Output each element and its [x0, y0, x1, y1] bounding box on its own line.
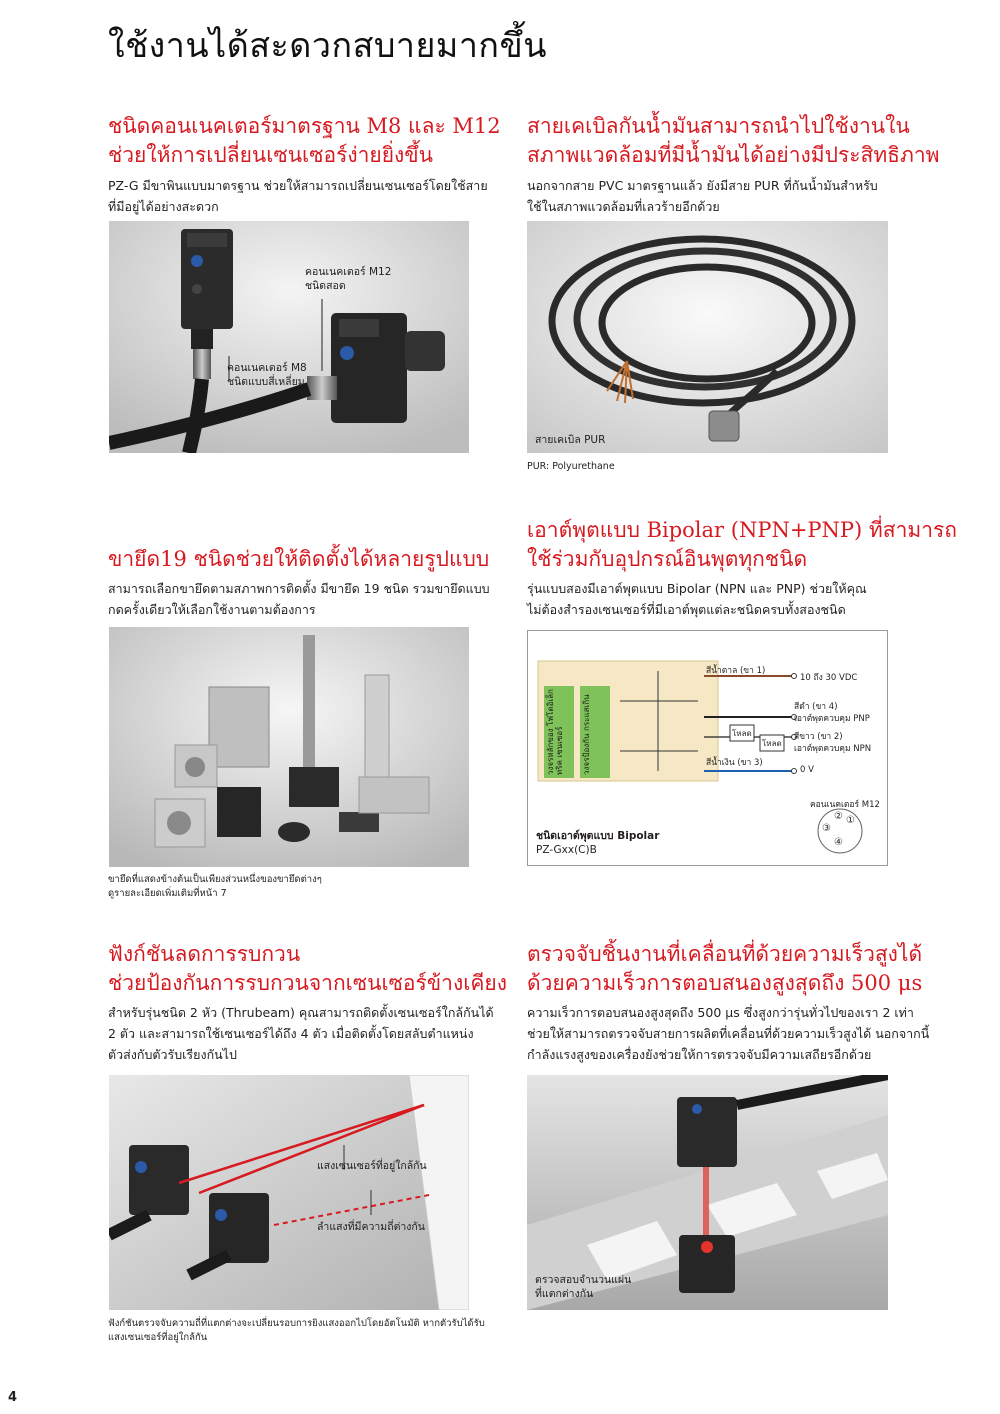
callout-m12: [305, 265, 391, 293]
section-2-title-line-2: สภาพแวดล้อมที่มีน้ำมันได้อย่างมีประสิทธิภาพ: [527, 143, 940, 167]
section-5-note: [108, 1317, 485, 1345]
high-speed-photo: [527, 1075, 888, 1310]
interference-photo-image: [109, 1075, 469, 1310]
section-2-body-line-2: ใช้ในสภาพแวดล้อมที่เลวร้ายอีกด้วย: [527, 199, 720, 214]
section-3-note-line-2: ดูรายละเอียดเพิ่มเติมที่หน้า 7: [108, 888, 227, 899]
callout-m12-line-2: ชนิดสอด: [305, 280, 346, 292]
callout-m8-line-1: คอนเนคเตอร์ M8: [227, 362, 307, 374]
section-5-title-line-2: ช่วยป้องกันการรบกวนจากเซนเซอร์ข้างเคียง: [108, 971, 507, 995]
wire-blue-label: สีน้ำเงิน (ขา 3): [706, 758, 763, 768]
section-6-title-line-2: ด้วยความเร็วการตอบสนองสูงสุดถึง 500 μs: [527, 971, 923, 995]
section-4-title-line-1: เอาต์พุตแบบ Bipolar (NPN+PNP) ที่สามารถ: [527, 518, 958, 542]
zero-volt-label: 0 V: [800, 765, 814, 775]
pin-3: ③: [822, 823, 831, 834]
section-1-title-line-1: ชนิดคอนเนคเตอร์มาตรฐาน M8 และ M12: [108, 114, 501, 138]
section-1-body: [108, 175, 488, 217]
callout-m8: [227, 361, 307, 389]
diagram-caption-title: ชนิดเอาต์พุตแบบ Bipolar: [536, 830, 660, 842]
section-3-body-line-2: กดครั้งเดียวให้เลือกใช้งานตามต้องการ: [108, 602, 316, 617]
section-2-title-line-1: สายเคเบิลกันน้ำมันสามารถนำไปใช้งานใน: [527, 114, 910, 138]
section-4-body-line-2: ไม่ต้องสำรองเซนเซอร์ที่มีเอาต์พุตแต่ละชนิดครบทั้งสองชนิด: [527, 602, 846, 617]
block-main-circuit: [546, 689, 572, 775]
interference-photo: [109, 1075, 469, 1310]
section-1-title-line-2: ช่วยให้การเปลี่ยนเซนเซอร์ง่ายยิ่งขึ้น: [108, 143, 433, 167]
section-5-title: [108, 940, 507, 998]
block-overcurrent-line-1: วงจรป้องกัน: [582, 733, 591, 775]
npn-output-label: เอาต์พุตควบคุม NPN: [794, 744, 872, 754]
pin-1: ①: [846, 815, 855, 826]
block-main-line-3: เซนเซอร์: [555, 726, 564, 758]
section-6-title: [527, 940, 922, 998]
section-6-title-line-1: ตรวจจับชิ้นงานที่เคลื่อนที่ด้วยความเร็วสูงได้: [527, 942, 923, 966]
section-1-body-line-1: PZ-G มีขาพินแบบมาตรฐาน ช่วยให้สามารถเปลี่ยนเซนเซอร์โดยใช้สาย: [108, 178, 488, 193]
section-3-note-line-1: ขายึดที่แสดงข้างต้นเป็นเพียงส่วนหนึ่งของขายึดต่างๆ: [108, 874, 322, 885]
wire-white-label: สีขาว (ขา 2): [794, 732, 843, 742]
section-5-body-line-2: 2 ตัว และสามารถใช้เซนเซอร์ได้ถึง 4 ตัว เมื่อติดตั้งโดยสลับตำแหน่ง: [108, 1026, 474, 1041]
page-number: 4: [8, 1390, 18, 1405]
load-box-2: โหลด: [762, 739, 782, 748]
section-5-note-line-1: ฟังก์ชันตรวจจับความถี่ที่แตกต่างจะเปลี่ยนรอบการยิงแสงออกไปโดยอัตโนมัติ หากตัวรับได้รับ: [108, 1318, 485, 1329]
section-5-body: [108, 1002, 494, 1065]
bipolar-diagram: [527, 630, 888, 866]
section-5-title-line-1: ฟังก์ชันลดการรบกวน: [108, 942, 301, 966]
section-6-body-line-2: ช่วยให้สามารถตรวจจับสายการผลิตที่เคลื่อนที่ด้วยความเร็วสูงได้ นอกจากนี้: [527, 1026, 930, 1041]
brackets-photo-image: [109, 627, 469, 867]
diagram-caption-model: PZ-Gxx(C)B: [536, 844, 597, 856]
section-2-note: PUR: Polyurethane: [527, 461, 615, 472]
wire-brown-label: สีน้ำตาล (ขา 1): [706, 666, 766, 676]
section-3-body: [108, 578, 490, 620]
wire-black-label: สีดำ (ขา 4): [794, 702, 838, 712]
connector-photo-image: [109, 221, 469, 453]
callout-m12-line-1: คอนเนคเตอร์ M12: [305, 266, 392, 278]
section-4-title-line-2: ใช้ร่วมกับอุปกรณ์อินพุตทุกชนิด: [527, 547, 808, 571]
block-main-line-1: วงจรหลักของ: [546, 728, 555, 775]
connector-photo: [109, 221, 469, 453]
block-overcurrent-line-2: กระแสเกิน: [582, 694, 591, 731]
block-overcurrent: [582, 689, 608, 775]
callout-m8-line-2: ชนิดแบบสี่เหลี่ยม: [227, 376, 305, 388]
callout-different-frequency: ลำแสงที่มีความถี่ต่างกัน: [317, 1221, 425, 1233]
page-title: ใช้งานได้สะดวกสบายมากขึ้น: [108, 26, 547, 66]
section-6-body-line-3: กำลังแรงสูงของเครื่องยังช่วยให้การตรวจจับมีความเสถียรอีกด้วย: [527, 1047, 872, 1062]
callout-sheet-count-line-2: ที่แตกต่างกัน: [535, 1288, 594, 1300]
section-2-body-line-1: นอกจากสาย PVC มาตรฐานแล้ว ยังมีสาย PUR ที่กันน้ำมันสำหรับ: [527, 178, 878, 193]
brackets-photo: [109, 627, 469, 867]
section-3-title-line-1: ขายึด19 ชนิดช่วยให้ติดตั้งได้หลายรูปแบบ: [108, 547, 490, 571]
cable-photo: [527, 221, 888, 453]
callout-sheet-count: [535, 1273, 631, 1301]
supply-voltage: 10 ถึง 30 VDC: [800, 673, 858, 683]
section-1-title: [108, 112, 501, 170]
section-4-title: [527, 516, 957, 574]
section-3-note: [108, 873, 322, 901]
section-2-title: [527, 112, 939, 170]
section-3-body-line-1: สามารถเลือกขายึดตามสภาพการติดตั้ง มีขายึด 19 ชนิด รวมขายึดแบบ: [108, 581, 490, 596]
section-1-body-line-2: ที่มีอยู่ได้อย่างสะดวก: [108, 199, 219, 214]
section-5-note-line-2: แสงเซนเซอร์ที่อยู่ใกล้กัน: [108, 1332, 208, 1343]
callout-sheet-count-line-1: ตรวจสอบจำนวนแผ่น: [535, 1274, 632, 1286]
section-2-body: [527, 175, 878, 217]
section-6-body: [527, 1002, 929, 1065]
load-box-1: โหลด: [732, 729, 752, 738]
pnp-output-label: เอาต์พุตควบคุม PNP: [794, 714, 870, 724]
section-4-body: [527, 578, 867, 620]
section-4-body-line-1: รุ่นแบบสองมีเอาต์พุตแบบ Bipolar (NPN และ PNP) ช่วยให้คุณ: [527, 581, 867, 596]
section-5-body-line-1: สำหรับรุ่นชนิด 2 หัว (Thrubeam) คุณสามารถติดตั้งเซนเซอร์ใกล้กันได้: [108, 1005, 494, 1020]
pin-4: ④: [834, 837, 843, 848]
block-main-line-2: โฟโตอิเล็กทริค: [546, 689, 564, 775]
connector-m12-label: คอนเนคเตอร์ M12: [810, 800, 880, 810]
pin-2: ②: [834, 811, 843, 822]
section-5-body-line-3: ตัวส่งกับตัวรับเรียงกันไป: [108, 1047, 237, 1062]
section-6-body-line-1: ความเร็วการตอบสนองสูงสุดถึง 500 μs ซึ่งสูงกว่ารุ่นทั่วไปของเรา 2 เท่า: [527, 1005, 914, 1020]
cable-photo-image: [527, 221, 888, 453]
callout-pur: สายเคเบิล PUR: [535, 434, 606, 446]
callout-adjacent-light: แสงเซนเซอร์ที่อยู่ใกล้กัน: [317, 1160, 427, 1172]
section-3-title: [108, 545, 489, 574]
